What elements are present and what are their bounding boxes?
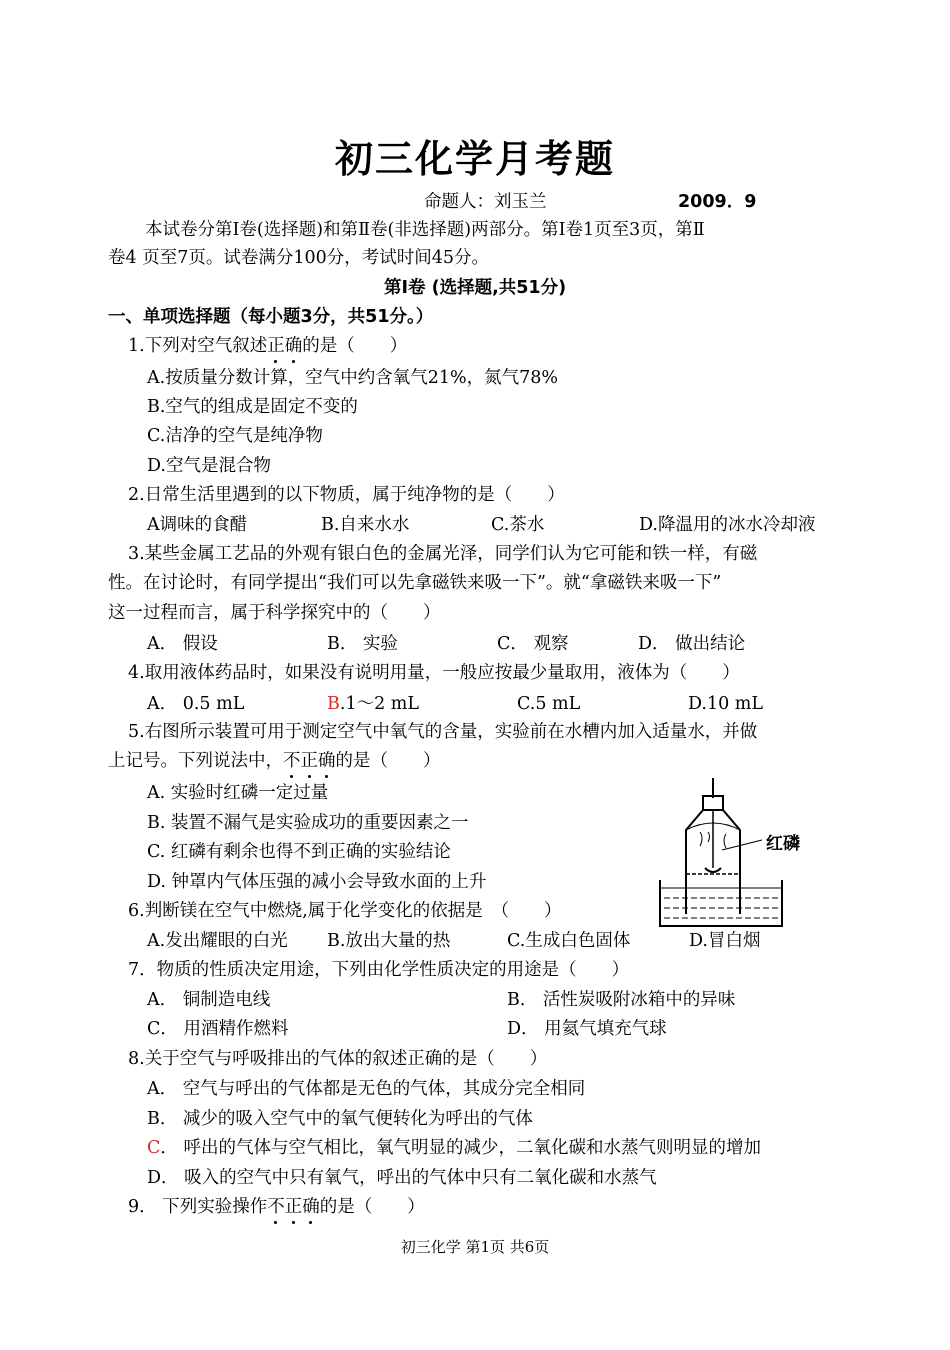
combustion-spoon — [705, 868, 721, 872]
part1-title: 第Ⅰ卷 (选择题,共51分) — [384, 278, 567, 298]
q8-option-a: A． 空气与呼出的气体都是无色的气体，其成分完全相同 — [147, 1079, 586, 1099]
exam-author: 命题人：刘玉兰 — [424, 192, 547, 212]
q5-option-b: B. 装置不漏气是实验成功的重要因素之一 — [147, 813, 469, 833]
q1-stem-post: 的是（ ） — [302, 336, 408, 356]
water-trough — [660, 880, 782, 926]
q5-stem-pre: 上记号。下列说法中， — [108, 751, 283, 771]
section1-title: 一、单项选择题（每小题3分，共51分。） — [108, 307, 434, 327]
q4-option-c: C.5 mL — [517, 694, 581, 714]
intro-line-1: 本试卷分第Ⅰ卷(选择题)和第Ⅱ卷(非选择题)两部分。第Ⅰ卷1页至3页，第Ⅱ — [145, 220, 705, 240]
q4-option-b-text: .1～2 mL — [339, 694, 419, 714]
q1-stem-pre: 1.下列对空气叙述 — [128, 336, 268, 356]
q7-option-c: C． 用酒精作燃料 — [147, 1019, 289, 1039]
question-7-stem: 7．物质的性质决定用途，下列由化学性质决定的用途是（ ） — [128, 960, 630, 980]
q9-stem-pre: 9． 下列实验操作 — [128, 1197, 268, 1217]
q1-option-a: A.按质量分数计算，空气中约含氧气21%，氮气78% — [147, 368, 558, 388]
question-3-line-3: 这一过程而言，属于科学探究中的（ ） — [108, 603, 441, 623]
q3-option-c: C． 观察 — [497, 634, 569, 654]
q6-option-c: C.生成白色固体 — [507, 931, 631, 951]
q8-option-c — [147, 1136, 761, 1160]
q7-option-a: A． 铜制造电线 — [147, 990, 271, 1010]
q5-emphasis-2: 正 — [300, 751, 318, 771]
question-8-stem: 8.关于空气与呼吸排出的气体的叙述正确的是（ ） — [128, 1049, 548, 1069]
q2-option-c: C.茶水 — [491, 515, 545, 535]
q2-option-b: B.自来水水 — [321, 515, 410, 535]
page-footer: 初三化学 第1页 共6页 — [400, 1238, 550, 1256]
q8-option-b: B． 减少的吸入空气中的氧气便转化为呼出的气体 — [147, 1109, 533, 1129]
question-2-stem: 2.日常生活里遇到的以下物质，属于纯净物的是（ ） — [128, 485, 565, 505]
q5-option-a: A. 实验时红磷一定过量 — [147, 783, 329, 803]
stopper — [703, 796, 723, 810]
q6-option-b: B.放出大量的热 — [327, 931, 451, 951]
q6-option-d: D.冒白烟 — [689, 931, 761, 951]
q3-option-d: D． 做出结论 — [638, 634, 746, 654]
question-6-stem: 6.判断镁在空气中燃烧,属于化学变化的依据是 （ ） — [128, 901, 562, 921]
q3-option-a: A． 假设 — [147, 634, 218, 654]
q9-emphasis-2: 正 — [284, 1197, 303, 1217]
question-1-stem — [128, 334, 407, 358]
q9-stem-post: 的是（ ） — [319, 1197, 425, 1217]
q1-emphasis-1: 正 — [267, 336, 285, 356]
q1-emphasis-2: 确 — [284, 336, 303, 356]
question-4-stem: 4.取用液体药品时，如果没有说明用量，一般应按最少量取用，液体为（ ） — [128, 663, 740, 683]
question-9-stem — [128, 1195, 425, 1219]
question-3-line-1: 3.某些金属工艺品的外观有银白色的金属光泽，同学们认为它可能和铁一样，有磁 — [128, 544, 758, 564]
q5-option-d: D. 钟罩内气体压强的减小会导致水面的上升 — [147, 872, 487, 892]
q5-option-c: C. 红磷有剩余也得不到正确的实验结论 — [147, 842, 451, 862]
q7-option-b: B． 活性炭吸附冰箱中的异味 — [507, 990, 736, 1010]
q8-option-c-text: ． 呼出的气体与空气相比，氧气明显的减少，二氧化碳和水蒸气则明显的增加 — [160, 1138, 761, 1158]
q9-emphasis-1: 不 — [267, 1197, 285, 1217]
q4-option-a: A． 0.5 mL — [147, 694, 245, 714]
q8-option-d: D． 吸入的空气中只有氧气，呼出的气体中只有二氧化碳和水蒸气 — [147, 1168, 657, 1188]
q1-option-b: B.空气的组成是固定不变的 — [147, 397, 358, 417]
question-3-line-2: 性。在讨论时，有同学提出“我们可以先拿磁铁来吸一下”。就“拿磁铁来吸一下” — [108, 573, 722, 593]
exam-date: 2009．9 — [678, 192, 757, 212]
q7-option-d: D． 用氦气填充气球 — [507, 1019, 667, 1039]
q5-stem-post: 的是（ ） — [335, 751, 441, 771]
figure-label-red-phosphorus: 红磷 — [766, 834, 800, 854]
q4-option-b — [327, 692, 419, 716]
q1-option-c: C.洁净的空气是纯净物 — [147, 426, 323, 446]
q5-emphasis-3: 确 — [318, 751, 336, 771]
question-5-line-1: 5.右图所示装置可用于测定空气中氧气的含量，实验前在水槽内加入适量水，并做 — [128, 722, 758, 742]
q9-emphasis-3: 确 — [302, 1197, 320, 1217]
q1-option-d: D.空气是混合物 — [147, 456, 271, 476]
q2-option-d: D.降温用的冰水冷却液 — [639, 515, 816, 535]
q4-option-d: D.10 mL — [688, 694, 764, 714]
intro-line-2: 卷4 页至7页。试卷满分100分，考试时间45分。 — [108, 248, 489, 268]
q8-option-c-letter: C — [147, 1138, 161, 1158]
question-5-line-2 — [108, 749, 441, 773]
exam-title: 初三化学月考题 — [334, 137, 615, 181]
q5-emphasis-1: 不 — [283, 751, 301, 771]
q6-option-a: A.发出耀眼的白光 — [147, 931, 288, 951]
q3-option-b: B． 实验 — [327, 634, 398, 654]
q2-option-a: A调味的食醋 — [147, 515, 248, 535]
q4-option-b-letter: B — [327, 694, 340, 714]
